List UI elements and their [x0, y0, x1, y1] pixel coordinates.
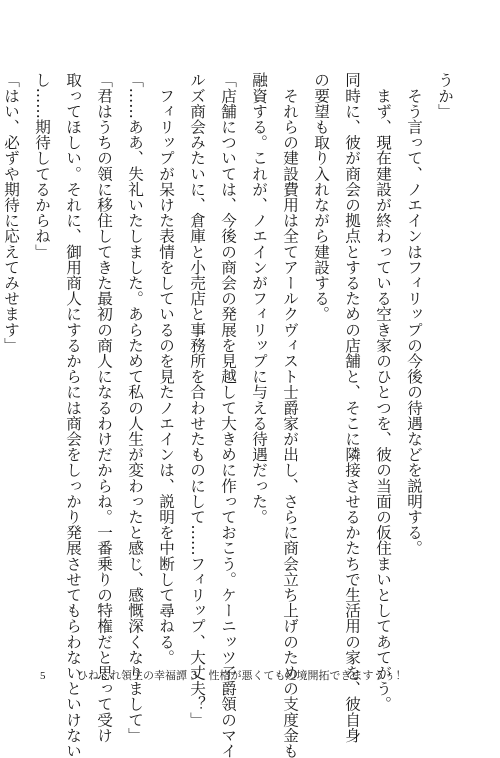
text-line: それらの建設費用は全てアールクヴィスト士爵家が出し、さらに商会立ち上げのための支度金も	[281, 72, 299, 758]
page-footer	[40, 667, 407, 683]
text-line: 取ってほしい。それに、御用商人にするからには商会をしっかり発展させてもらわないといけない	[64, 72, 82, 758]
text-line: フィリップが呆けた表情をしているのを見たノエインは、説明を中断して尋ねる。	[157, 72, 175, 665]
text-line: うか」	[436, 72, 454, 119]
text-line: し……期待してるからね」	[33, 72, 51, 260]
text-line: 「店舗については、今後の商会の発展を見越して大きめに作っておこう。ケーニッツ子爵領のマイ	[219, 72, 237, 758]
text-line: まず、現在建設が終わっている空き家のひとつを、彼の当面の仮住まいとしてあてがう。	[374, 72, 392, 712]
text-line: 融資する。これが、ノエインがフィリップに与える待遇だった。	[250, 72, 268, 525]
text-line: 「はい、必ずや期待に応えてみせます」	[2, 72, 20, 353]
text-line: 「……ああ、失礼いたしました。あらためて私の人生が変わったと感じ、感慨深くなりまして」	[126, 72, 144, 743]
text-line: の要望も取り入れながら建設する。	[312, 72, 330, 322]
text-line: ルズ商会みたいに、倉庫と小売店と事務所を合わせたものにして……フィリップ、大丈夫？」	[188, 72, 206, 728]
running-title: ひねくれ領主の幸福譚 3 性格が悪くても辺境開拓できますうぅ！	[77, 669, 407, 682]
page-number: 5	[40, 670, 46, 682]
text-line: 「君はうちの領に移住してきた最初の商人になるわけだからね。一番乗りの特権だと思って受け	[95, 72, 113, 743]
text-line: そう言って、ノエインはフィリップの今後の待遇などを説明する。	[405, 72, 423, 556]
text-line: 同時に、彼が商会の拠点とするための店舗と、そこに隣接させるかたちで生活用の家を、彼自身	[343, 72, 361, 743]
